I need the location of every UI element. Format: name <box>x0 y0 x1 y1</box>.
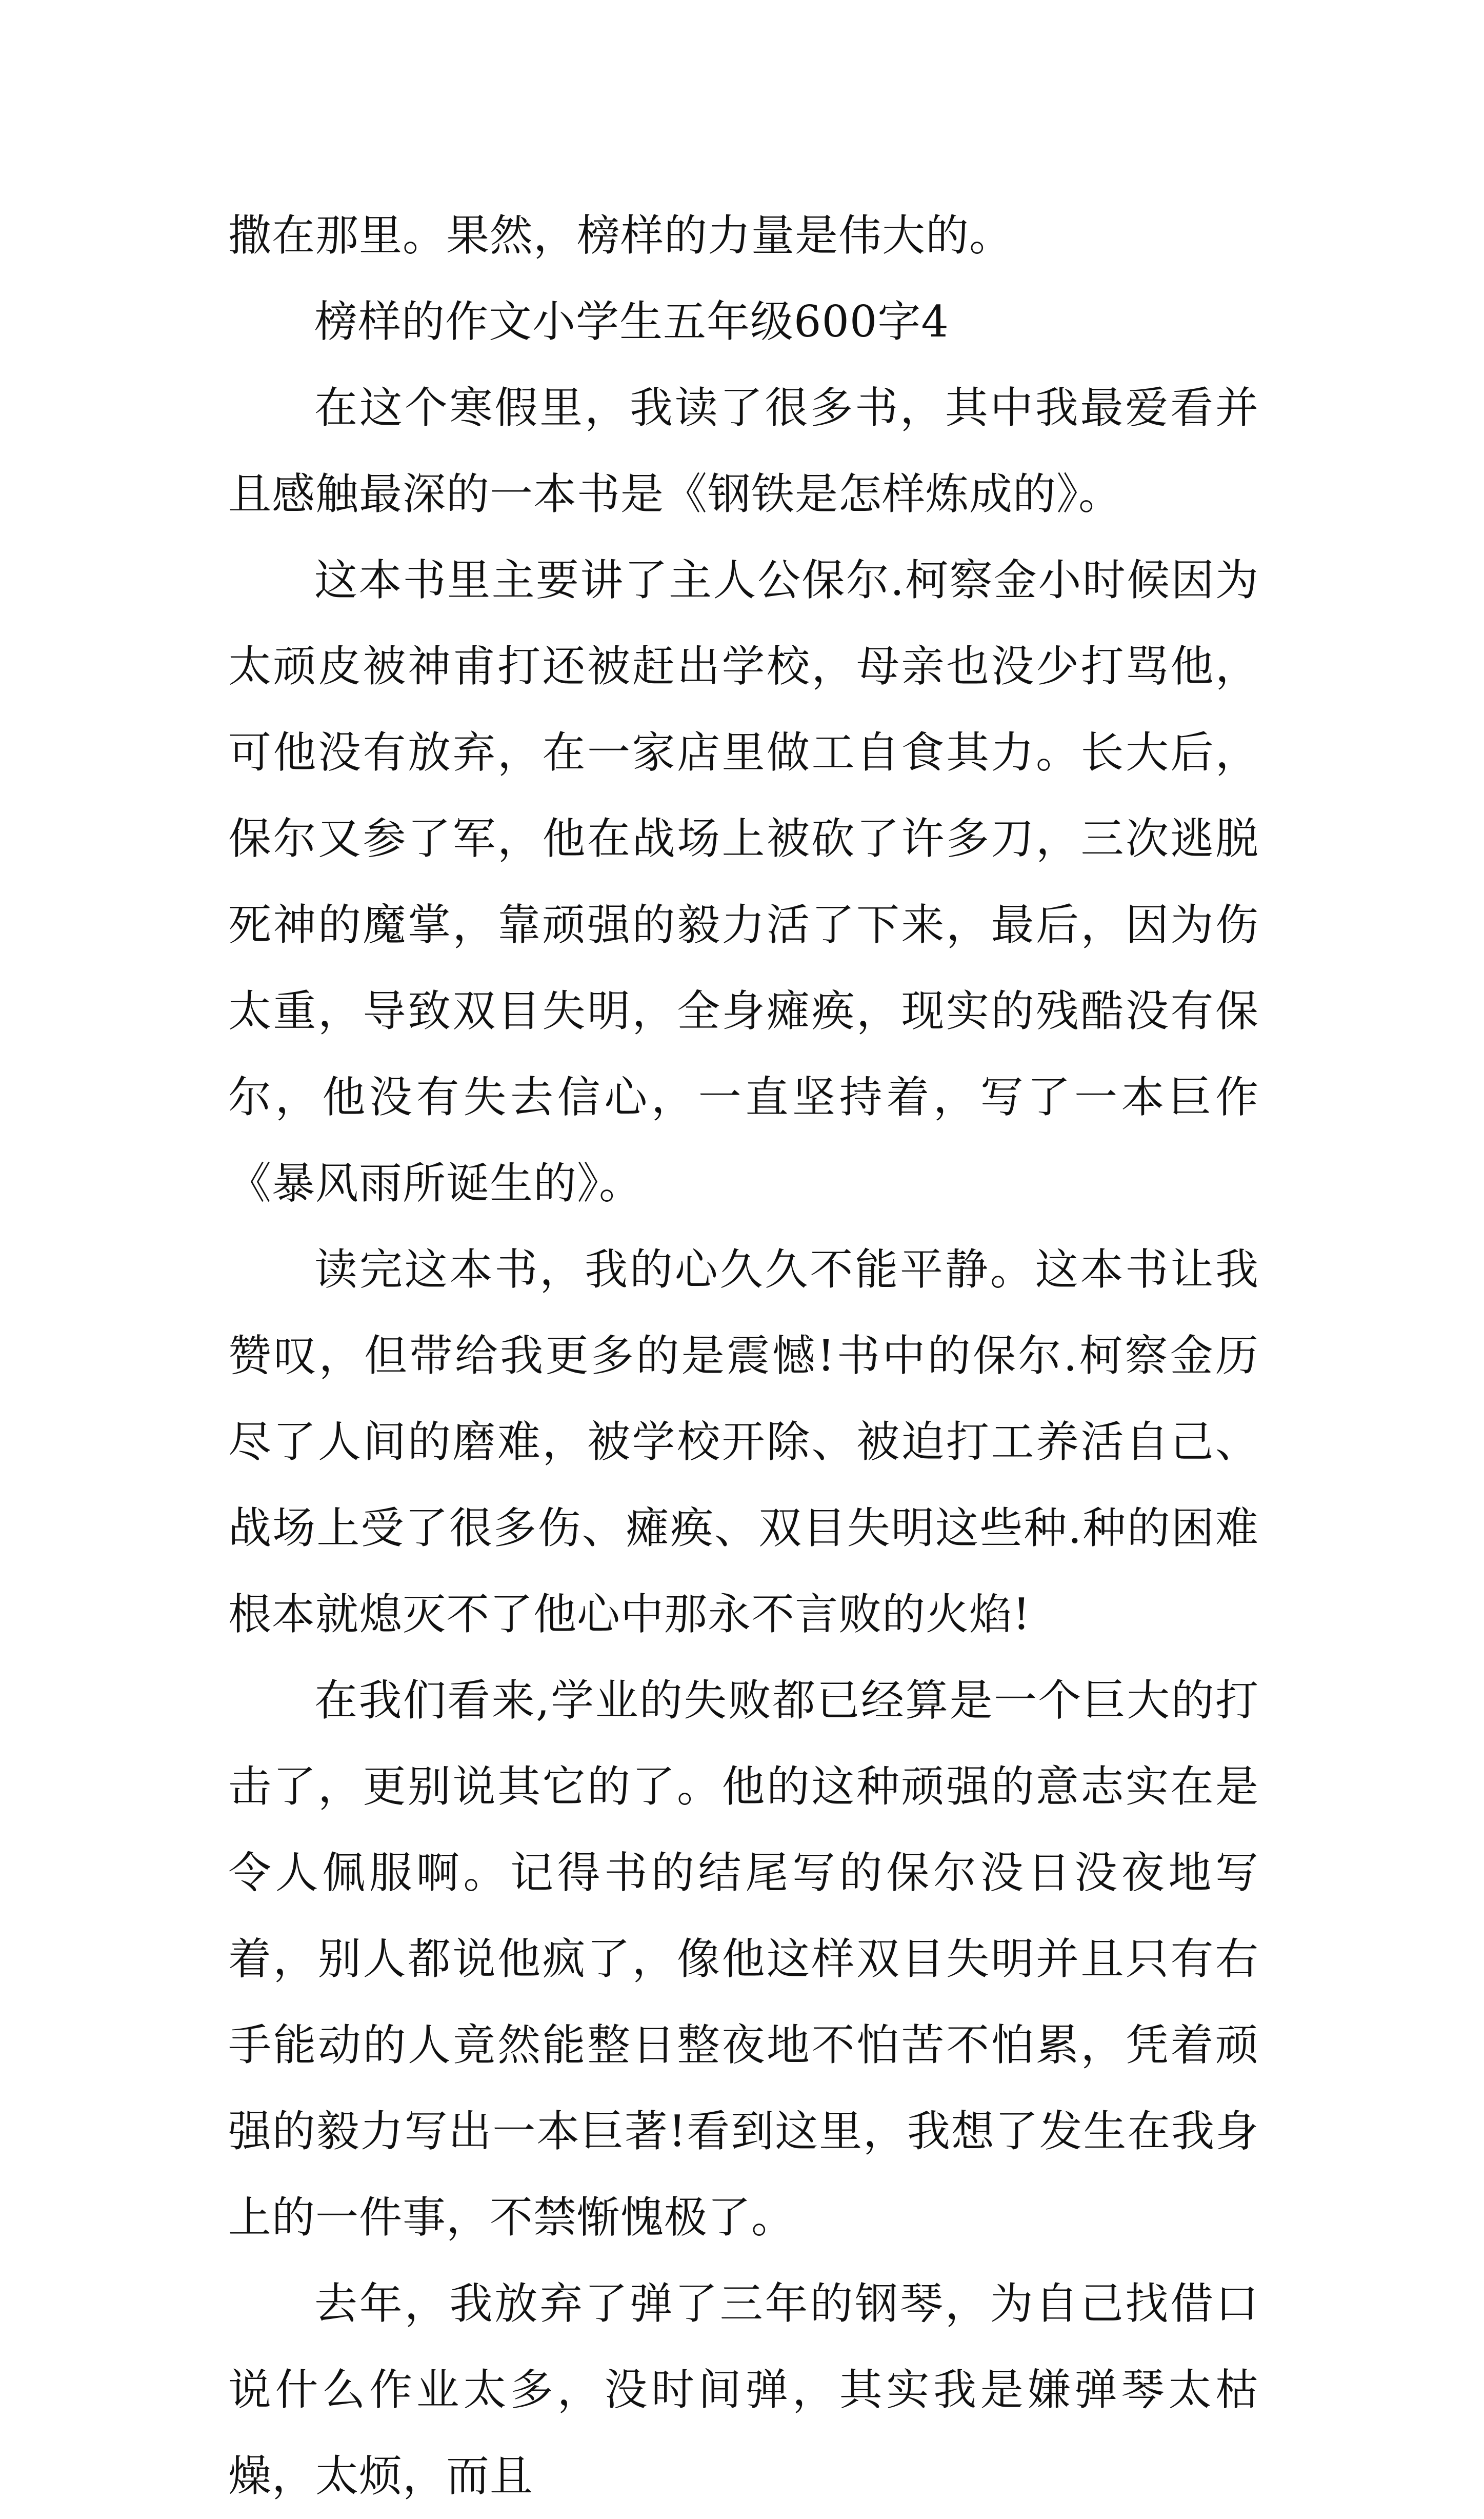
document-body <box>228 192 1259 2519</box>
paragraph: 在这个寒假里，我读了很多书，其中我最爱看并且感触最深的一本书是《钢铁是怎样炼成的》。 <box>228 383 1259 519</box>
paragraph: 读完这本书，我的心久久不能平静。这本书让我赞叹，但带给我更多的是震憾!书中的保尔.柯察金历尽了人间的磨难，被学校开除、被迫打工养活自己、战场上受了很多伤、瘫痪、双目失明这些种.种的困难根本就熄灭不了他心中那永不言败的火焰! <box>228 1244 1259 1639</box>
essay-title: 榜样的作文小学生五年级600字4 <box>314 296 949 347</box>
paragraph: 这本书里主要讲了主人公保尔.柯察金小时候因为太顽皮被神甫打还被赶出学校，母亲也没少打骂他，可他没有放弃，在一家店里做工自食其力。长大后，保尔又参了军，他在战场上被砍了许多刀，三次逃脱死神的魔掌，靠顽强的毅力活了下来，最后，因为伤太重，导致双目失明，全身瘫痪，现实的残酷没有保尔，他没有失去信心，一直坚持着，写了一本巨作《暴风雨所诞生的》。 <box>228 555 1259 1208</box>
paragraph-continuation: 撒在那里。果然，榜样的力量是伟大的。 <box>228 210 1013 261</box>
paragraph: 去年，我放弃了弹了三年的钢琴，为自己找借口说什么作业太多，没时间弹，其实我是嫌弹琴太枯燥，太烦，而且 <box>228 2278 1259 2501</box>
paragraph: 在我们看来,学业的失败都已经算是一个巨大的打击了，更别说其它的了。他的这种顽强的意志实在是令人佩服啊。记得书的结尾写的保尔没日没夜地写着，别人都说他疯了，像他这样双目失明并且只有右手能动的人竟然能整日整夜地不怕苦不怕累，凭着顽强的毅力写出一本巨著!看到这里，我想了发生在我身上的一件事，不禁惭愧极了。 <box>228 1675 1259 2243</box>
